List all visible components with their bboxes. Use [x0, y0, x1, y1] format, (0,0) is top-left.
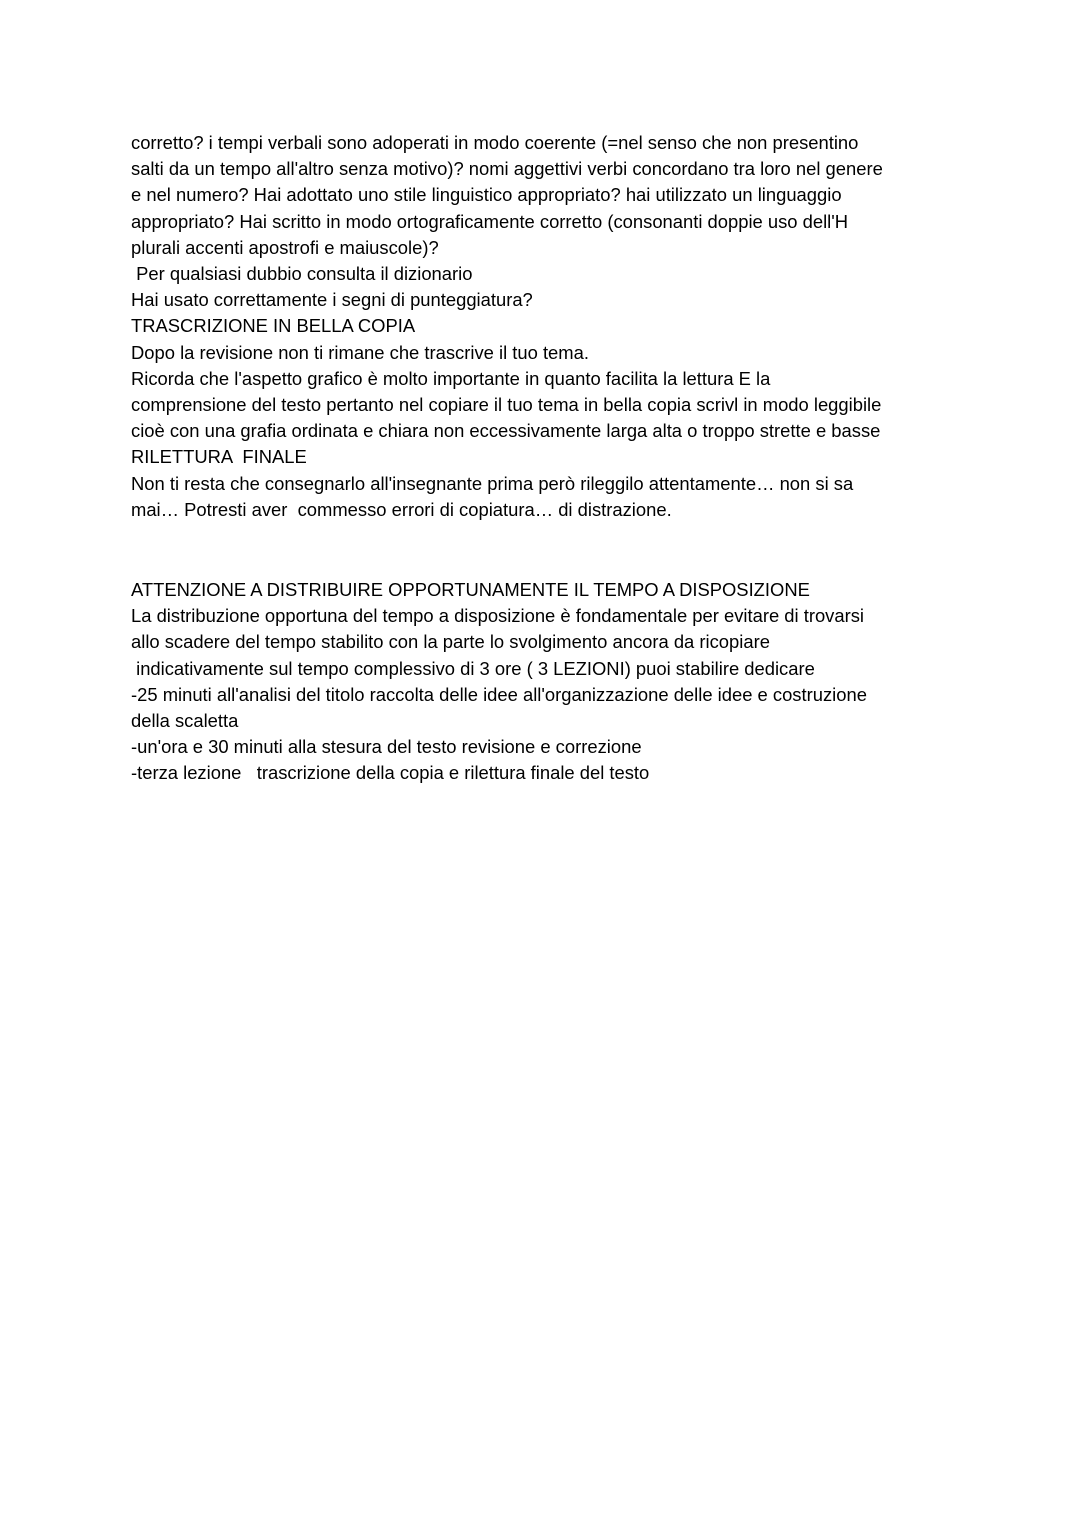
- section-heading-attenzione: ATTENZIONE A DISTRIBUIRE OPPORTUNAMENTE IL TEMPO A DISPOSIZIONE: [131, 579, 810, 600]
- list-item: -terza lezione trascrizione della copia e rilettura finale del testo: [131, 762, 650, 784]
- text-line: salti da un tempo all'altro senza motivo)? nomi aggettivi verbi concordano tra loro nel genere: [131, 158, 883, 180]
- section-heading-rilettura: RILETTURA FINALE: [131, 446, 307, 468]
- text-line: plurali accenti apostrofi e maiuscole)?: [131, 236, 439, 258]
- text-line: della scaletta: [131, 710, 239, 732]
- text-line: Non ti resta che consegnarlo all'insegnante prima però rileggilo attentamente… non si sa: [131, 472, 854, 494]
- section-heading-trascrizione: TRASCRIZIONE IN BELLA COPIA: [131, 315, 416, 337]
- revision-text-block: [131, 130, 961, 523]
- text-line: Dopo la revisione non ti rimane che trascrive il tuo tema.: [131, 341, 589, 363]
- text-line: Per qualsiasi dubbio consulta il dizionario: [131, 263, 473, 285]
- text-line: appropriato? Hai scritto in modo ortograficamente corretto (consonanti doppie uso dell'H: [131, 210, 849, 232]
- text-line: La distribuzione opportuna del tempo a disposizione è fondamentale per evitare di trovarsi: [131, 605, 865, 627]
- text-line: Ricorda che l'aspetto grafico è molto importante in quanto facilita la lettura E la: [131, 367, 771, 389]
- text-line: Hai usato correttamente i segni di punteggiatura?: [131, 289, 533, 311]
- time-distribution-block: [131, 577, 961, 787]
- text-line: corretto? i tempi verbali sono adoperati in modo coerente (=nel senso che non presentino: [131, 132, 859, 153]
- list-item: -25 minuti all'analisi del titolo raccolta delle idee all'organizzazione delle idee e costruzione: [131, 683, 867, 705]
- text-line: comprensione del testo pertanto nel copiare il tuo tema in bella copia scrivl in modo leggibile: [131, 394, 882, 416]
- list-item: -un'ora e 30 minuti alla stesura del testo revisione e correzione: [131, 736, 642, 758]
- text-line: cioè con una grafia ordinata e chiara non eccessivamente larga alta o troppo strette e basse: [131, 420, 881, 442]
- text-line: mai… Potresti aver commesso errori di copiatura… di distrazione.: [131, 498, 672, 520]
- text-line: allo scadere del tempo stabilito con la parte lo svolgimento ancora da ricopiare: [131, 631, 770, 653]
- text-line: e nel numero? Hai adottato uno stile linguistico appropriato? hai utilizzato un linguaggio: [131, 184, 842, 206]
- text-line: indicativamente sul tempo complessivo di 3 ore ( 3 LEZIONI) puoi stabilire dedicare: [131, 657, 815, 679]
